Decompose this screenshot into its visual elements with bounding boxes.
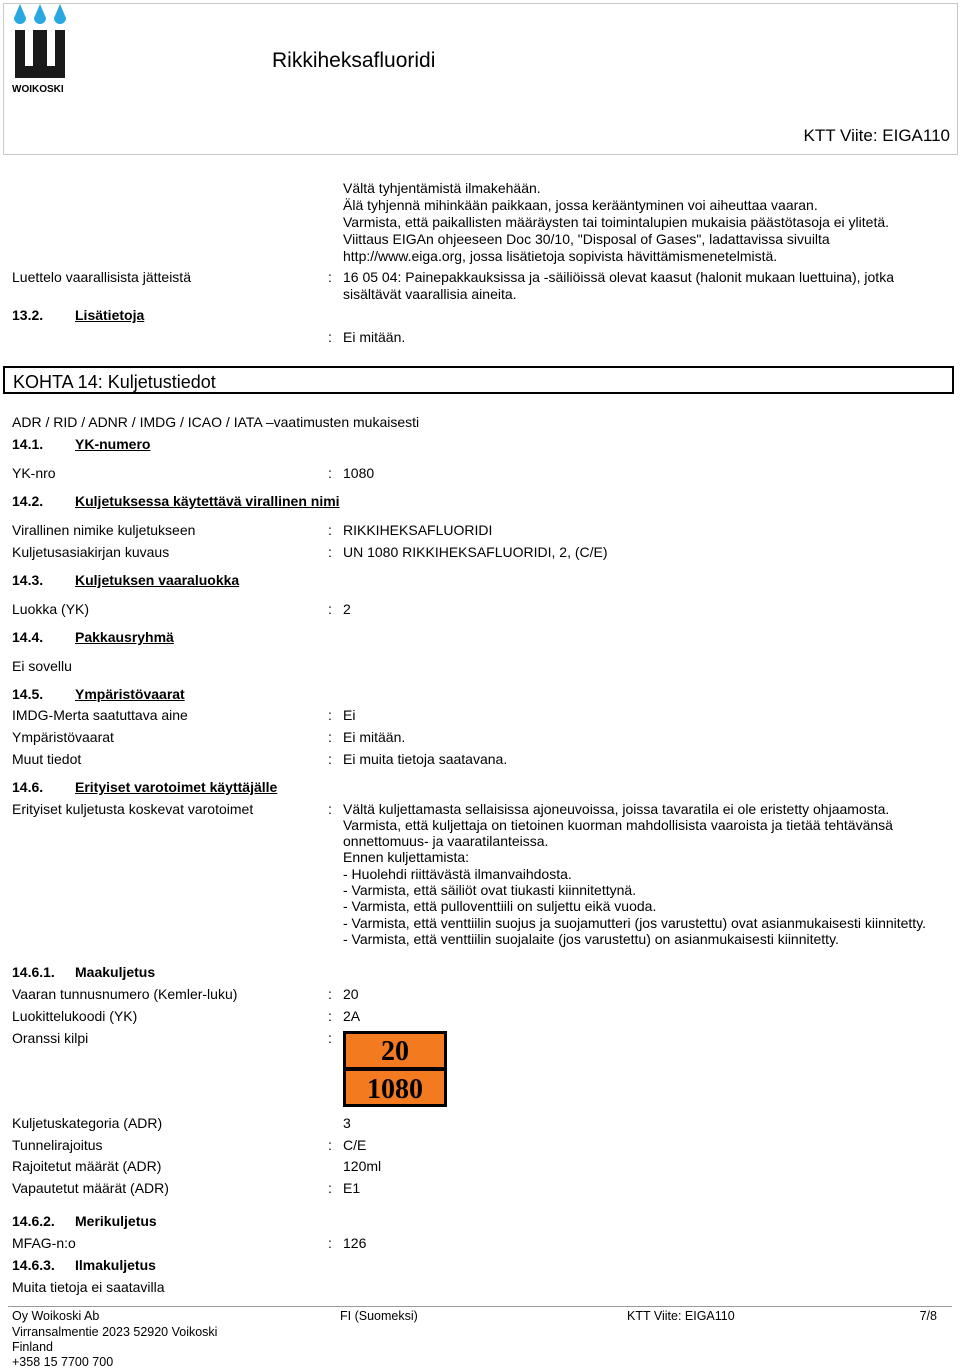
- section-14-heading: KOHTA 14: Kuljetustiedot: [3, 366, 954, 394]
- classification-code-value: 2A: [343, 1008, 361, 1024]
- precaution-line: - Huolehdi riittävästä ilmanvaihdosta.: [343, 866, 572, 882]
- orange-hazard-plate: [343, 1031, 447, 1107]
- subsection-title: Lisätietoja: [75, 307, 145, 323]
- header-reference: KTT Viite: EIGA110: [803, 126, 950, 145]
- subsection-number: 14.6.3.: [12, 1257, 55, 1273]
- footer-page-number: 7/8: [919, 1309, 937, 1323]
- excepted-quantity-label: Vapautetut määrät (ADR): [12, 1180, 169, 1196]
- hazard-class-label: Luokka (YK): [12, 601, 90, 617]
- colon: :: [328, 707, 332, 723]
- air-transport-value: Muita tietoja ei saatavilla: [12, 1279, 165, 1295]
- shipping-name-label: Virallinen nimike kuljetukseen: [12, 522, 196, 538]
- kemler-value: 20: [343, 986, 359, 1002]
- un-number-value: 1080: [343, 465, 375, 481]
- document-description-label: Kuljetusasiakirjan kuvaus: [12, 544, 170, 560]
- colon: :: [328, 522, 332, 538]
- colon: :: [328, 986, 332, 1002]
- limited-quantity-value: 120ml: [343, 1158, 382, 1174]
- footer-divider: [8, 1306, 952, 1307]
- plate-un-number: 1080: [367, 1074, 423, 1105]
- precautions-label: Erityiset kuljetusta koskevat varotoimet: [12, 801, 254, 817]
- precaution-line: Vältä kuljettamasta sellaisissa ajoneuvoissa, joissa tavaratila ei ole eristetty ohjaamosta.: [343, 801, 890, 817]
- disposal-line: Viittaus EIGAn ohjeeseen Doc 30/10, "Disposal of Gases", ladattavissa sivuilta: [343, 231, 830, 247]
- shipping-name-value: RIKKIHEKSAFLUORIDI: [343, 522, 493, 538]
- precaution-line: Ennen kuljettamista:: [343, 849, 470, 865]
- subsection-number: 14.1.: [12, 436, 44, 452]
- precaution-line: - Varmista, että venttiilin suojus ja suojamutteri (jos varustettu) ovat asianmukaisesti kiinnitetty.: [343, 915, 927, 931]
- document-description-value: UN 1080 RIKKIHEKSAFLUORIDI, 2, (C/E): [343, 544, 608, 560]
- subsection-title: Pakkausryhmä: [75, 629, 174, 645]
- colon: :: [328, 544, 332, 560]
- precaution-line: onnettomuus- ja vaaratilanteissa.: [343, 833, 549, 849]
- footer-phone: +358 15 7700 700: [12, 1355, 114, 1369]
- packing-group-value: Ei sovellu: [12, 658, 72, 674]
- colon: :: [328, 1180, 332, 1196]
- tunnel-restriction-label: Tunnelirajoitus: [12, 1137, 103, 1153]
- subsection-14-6: [12, 779, 277, 795]
- subsection-number: 14.6.1.: [12, 964, 55, 980]
- colon: :: [328, 465, 332, 481]
- colon: :: [328, 329, 332, 345]
- precaution-line: - Varmista, että säiliöt ovat tiukasti kiinnitettynä.: [343, 882, 637, 898]
- document-title: Rikkiheksafluoridi: [272, 49, 436, 72]
- additional-info-value: Ei mitään.: [343, 329, 406, 345]
- subsection-13-2: [12, 307, 144, 323]
- colon: :: [328, 801, 332, 817]
- subsection-14-1: [12, 436, 150, 452]
- subsection-14-4: [12, 629, 174, 645]
- subsection-14-2: [12, 493, 340, 509]
- subsection-title: Ympäristövaarat: [75, 686, 185, 702]
- waste-list-label: Luettelo vaarallisista jätteistä: [12, 269, 191, 285]
- excepted-quantity-value: E1: [343, 1180, 361, 1196]
- footer-reference: KTT Viite: EIGA110: [627, 1309, 735, 1323]
- mfag-label: MFAG-n:o: [12, 1235, 76, 1251]
- subsection-title: Ilmakuljetus: [75, 1257, 156, 1273]
- disposal-line: Älä tyhjennä mihinkään paikkaan, jossa kerääntyminen voi aiheuttaa vaaran.: [343, 197, 818, 213]
- subsection-title: YK-numero: [75, 436, 151, 452]
- subsection-number: 13.2.: [12, 307, 44, 323]
- disposal-line: http://www.eiga.org, jossa lisätietoja sopivista hävittämismenetelmistä.: [343, 248, 778, 264]
- colon: :: [328, 729, 332, 745]
- subsection-14-6-2: [12, 1213, 157, 1229]
- subsection-title: Erityiset varotoimet käyttäjälle: [75, 779, 278, 795]
- imdg-label: IMDG-Merta saatuttava aine: [12, 707, 188, 723]
- tunnel-restriction-value: C/E: [343, 1137, 367, 1153]
- colon: :: [328, 1137, 332, 1153]
- subsection-14-6-1: [12, 964, 155, 980]
- colon: :: [328, 1030, 332, 1046]
- colon: :: [328, 601, 332, 617]
- footer-language: FI (Suomeksi): [340, 1309, 418, 1323]
- footer-company: Oy Woikoski Ab: [12, 1309, 100, 1323]
- subsection-title: Maakuljetus: [75, 964, 156, 980]
- footer-address: Virransalmentie 2023 52920 Voikoski: [12, 1325, 218, 1339]
- kemler-label: Vaaran tunnusnumero (Kemler-luku): [12, 986, 238, 1002]
- colon: :: [328, 1235, 332, 1251]
- colon: :: [328, 269, 332, 285]
- mfag-value: 126: [343, 1235, 367, 1251]
- regulations-intro: ADR / RID / ADNR / IMDG / ICAO / IATA –vaatimusten mukaisesti: [12, 414, 420, 430]
- subsection-number: 14.6.: [12, 779, 44, 795]
- footer-country: Finland: [12, 1340, 53, 1354]
- waste-list-value: sisältävät vaarallisia aineita.: [343, 286, 517, 302]
- limited-quantity-label: Rajoitetut määrät (ADR): [12, 1158, 162, 1174]
- subsection-14-6-3: [12, 1257, 156, 1273]
- subsection-title: Merikuljetus: [75, 1213, 157, 1229]
- precaution-line: - Varmista, että pulloventtiili on suljettu eikä vuoda.: [343, 898, 657, 914]
- subsection-title: Kuljetuksessa käytettävä virallinen nimi: [75, 493, 340, 509]
- other-info-label: Muut tiedot: [12, 751, 82, 767]
- disposal-line: Vältä tyhjentämistä ilmakehään.: [343, 180, 541, 196]
- subsection-title: Kuljetuksen vaaraluokka: [75, 572, 240, 588]
- subsection-number: 14.5.: [12, 686, 44, 702]
- orange-plate-label: Oranssi kilpi: [12, 1030, 89, 1046]
- transport-category-label: Kuljetuskategoria (ADR): [12, 1115, 163, 1131]
- subsection-number: 14.3.: [12, 572, 44, 588]
- colon: :: [328, 751, 332, 767]
- subsection-number: 14.2.: [12, 493, 44, 509]
- precaution-line: - Varmista, että venttiilin suojalaite (jos varustettu) on asianmukaisesti kiinnitetty.: [343, 931, 839, 947]
- logo-brand-text: WOIKOSKI: [12, 84, 64, 95]
- woikoski-logo: [12, 4, 68, 96]
- subsection-14-5: [12, 686, 185, 702]
- waste-list-value: 16 05 04: Painepakkauksissa ja -säiliöissä olevat kaasut (halonit mukaan luettuina), jotka: [343, 269, 894, 285]
- subsection-number: 14.4.: [12, 629, 44, 645]
- transport-category-value: 3: [343, 1115, 351, 1131]
- precaution-line: Varmista, että kuljettaja on tietoinen kuorman mahdollisista vaaroista ja tietää tehtävänsä: [343, 817, 893, 833]
- imdg-value: Ei: [343, 707, 356, 723]
- subsection-14-3: [12, 572, 239, 588]
- classification-code-label: Luokittelukoodi (YK): [12, 1008, 138, 1024]
- hazard-class-value: 2: [343, 601, 351, 617]
- environmental-label: Ympäristövaarat: [12, 729, 114, 745]
- subsection-number: 14.6.2.: [12, 1213, 55, 1229]
- colon: :: [328, 1008, 332, 1024]
- un-number-label: YK-nro: [12, 465, 56, 481]
- disposal-line: Varmista, että paikallisten määräysten tai toimintalupien mukaisia päästötasoja ei ylitetä.: [343, 214, 890, 230]
- environmental-value: Ei mitään.: [343, 729, 406, 745]
- plate-hazard-number: 20: [381, 1036, 409, 1067]
- other-info-value: Ei muita tietoja saatavana.: [343, 751, 508, 767]
